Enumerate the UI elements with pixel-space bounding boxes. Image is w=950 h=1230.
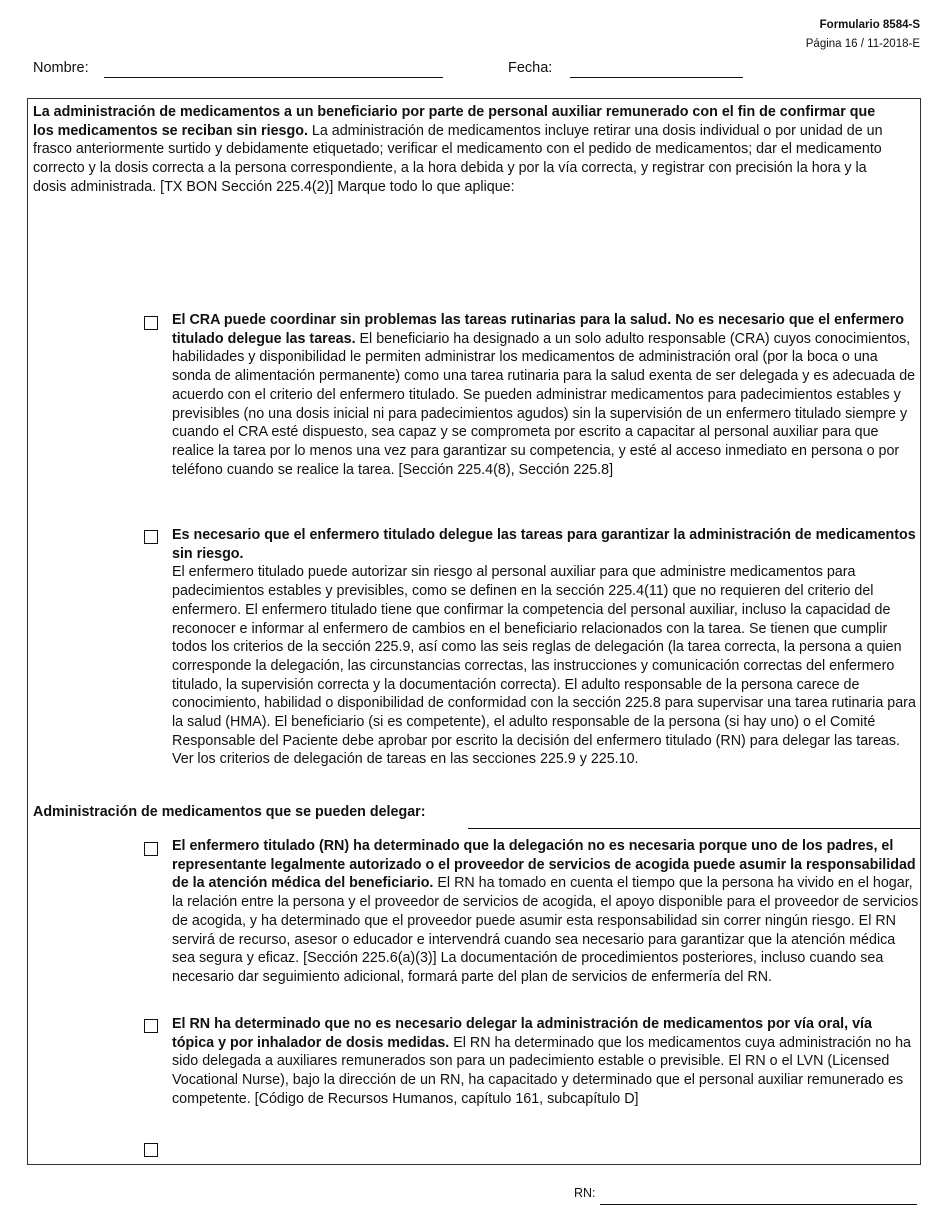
form-number: Formulario 8584-S: [819, 19, 920, 31]
intro-text: La administración de medicamentos incluye retirar una dosis individual o por unidad de un frasco anteriormente surtido y debidamente etiquetado; verificar el medicamento con el pedido de medicamentos; dar el medicamento correcto y la dosis correcta a la persona correspondiente, a la hora debida y por la vía correcta, y registrar con precisión la hora y la dosis administrada. [TX BON Sección 225.4(2)] Marque todo lo que aplique:: [33, 122, 883, 195]
delegable-medications-field[interactable]: [468, 828, 920, 829]
nombre-label: Nombre:: [33, 60, 89, 76]
checkbox-other[interactable]: [144, 1143, 158, 1157]
option-cra-routine: [172, 311, 916, 479]
option-cra-routine-heading: El CRA puede coordinar sin problemas las tareas rutinarias para la salud. No es necesario que el enfermero titulado delegue las tareas.: [172, 312, 905, 347]
intro-paragraph: [33, 103, 895, 197]
option-rn-delegation-required: [172, 526, 916, 769]
rn-signature-field[interactable]: [600, 1204, 917, 1205]
fecha-label: Fecha:: [508, 60, 553, 76]
option-delegation-not-necessary-heading: El enfermero titulado (RN) ha determinado que la delegación no es necesaria porque uno de los padres, el representante legalmente autorizado o el proveedor de servicios de acogida puede asumir la responsabilidad de la atención médica del beneficiario.: [172, 838, 916, 892]
fecha-field[interactable]: [570, 77, 743, 78]
option-rn-delegation-text: El enfermero titulado puede autorizar sin riesgo al personal auxiliar para que administre medicamentos para padecimientos estables y previsibles, como se definen en la sección 225.4(11) que no requieren del criterio del enfermero. El enfermero titulado tiene que confirmar la competencia del personal auxiliar, incluso la capacidad de reconocer e informar al enfermero de cambios en el beneficiario relacionados con la tarea. Se tienen que cumplir todos los criterios de la sección 225.9, así como las seis reglas de delegación (la tarea correcta, la persona a quien corresponde la delegación, las circunstancias correctas, las instrucciones y comunicación correctas del enfermero titulado, la supervisión correcta y la documentación correcta). El adulto responsable de la persona carece de conocimiento, habilidad o disponibilidad de conformidad con la sección 225.8 para supervisar una tarea rutinaria para la salud (HMA). El beneficiario (si es competente), el adulto responsable de la persona (si hay uno) o el Comité Responsable del Paciente debe aprobar por escrito la decisión del enfermero titulado (RN) para delegar las tareas. Ver los criterios de delegación de tareas en las secciones 225.9 y 225.10.: [172, 564, 916, 768]
page-info: Página 16 / 11-2018-E: [805, 38, 920, 50]
checkbox-oral-topical-inhaler[interactable]: [144, 1019, 158, 1033]
option-oral-topical-inhaler-text: El RN ha determinado que los medicamentos cuya administración no ha sido delegada a auxiliares remunerados son para un padecimiento estable o previsible. El RN o el LVN (Licensed Vocational Nurse), bajo la dirección de un RN, ha capacitado y determinado que el personal auxiliar remunerado es competente. [Código de Recursos Humanos, capítulo 161, subcapítulo D]: [172, 1034, 911, 1107]
delegable-medications-label: Administración de medicamentos que se pueden delegar:: [33, 804, 426, 820]
option-oral-topical-inhaler-heading: El RN ha determinado que no es necesario delegar la administración de medicamentos por vía oral, vía tópica y por inhalador de dosis medidas.: [172, 1016, 872, 1051]
checkbox-delegation-not-necessary[interactable]: [144, 842, 158, 856]
checkbox-cra-routine[interactable]: [144, 316, 158, 330]
option-delegation-not-necessary-text: El RN ha tomado en cuenta el tiempo que la persona ha vivido en el hogar, la relación entre la persona y el proveedor de servicios de acogida, el apoyo disponible para el proveedor de servicios de acogida, y ha determinado que el proveedor puede asumir esta responsabilidad sin correr ningún riesgo. El RN servirá de recurso, asesor o educador e intervendrá cuando sea necesario para garantizar que la atención médica sea segura y eficaz. [Sección 225.6(a)(3)] La documentación de procedimientos posteriores, incluso cuando sea necesario dar seguimiento adicional, formará parte del plan de servicios de enfermería del RN.: [172, 875, 919, 985]
option-rn-delegation-heading: Es necesario que el enfermero titulado delegue las tareas para garantizar la administración de medicamentos sin riesgo.: [172, 527, 916, 562]
option-cra-routine-text: El beneficiario ha designado a un solo adulto responsable (CRA) cuyos conocimientos, habilidades y disponibilidad le permiten administrar los medicamentos de administración oral (por la boca o una sonda de alimentación permanente) como una tarea rutinaria para la salud exenta de ser delegada y es adecuada de acuerdo con el criterio del enfermero titulado. Se pueden administrar medicamentos para padecimientos estables y previsibles (no una dosis inicial ni para padecimientos agudos) sin la supervisión de un enfermero titulado siempre y cuando el CRA esté dispuesto, sea capaz y se comprometa por escrito a capacitar al personal auxiliar para que realice la tarea por lo menos una vez para garantizar su competencia, y esté al acceso inmediato en persona o por teléfono cuando se realice la tarea. [Sección 225.4(8), Sección 225.8]: [172, 330, 916, 478]
nombre-field[interactable]: [104, 77, 443, 78]
option-delegation-not-necessary: [172, 837, 920, 987]
rn-label: RN:: [574, 1186, 596, 1200]
option-oral-topical-inhaler: [172, 1015, 916, 1109]
intro-heading: La administración de medicamentos a un beneficiario por parte de personal auxiliar remunerado con el fin de confirmar que los medicamentos se reciban sin riesgo.: [33, 104, 876, 139]
checkbox-rn-delegation-required[interactable]: [144, 530, 158, 544]
